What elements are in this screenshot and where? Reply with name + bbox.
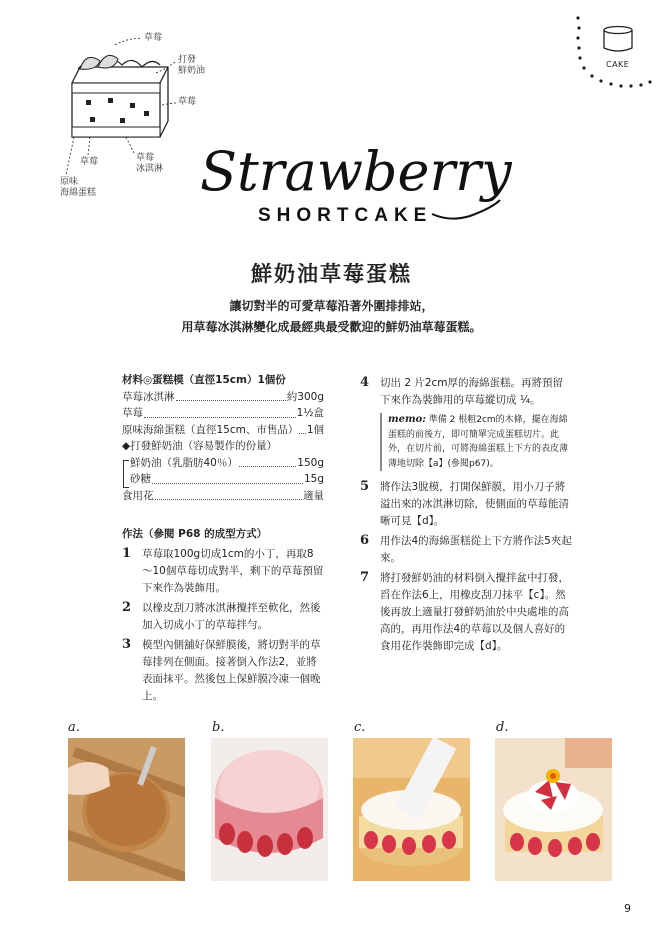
- cream-group: [122, 455, 324, 488]
- step-number: 3: [122, 636, 132, 652]
- bracket-line: [123, 460, 129, 488]
- step-item: [360, 375, 572, 409]
- step-number: 4: [360, 375, 370, 390]
- step-text: 將打發鮮奶油的材料倒入攪拌盆中打發，舀在作法6上，用橡皮刮刀抹平【c】。然後再放上適量打發鮮奶油於中央處堆的高高的，再用作法4的草莓以及個人喜好的食用花作裝飾即完成【d】。: [380, 572, 569, 652]
- title-sub: SHORTCAKE: [258, 205, 433, 226]
- cream-heading: ◆打發鮮奶油（容易製作的份量）: [122, 440, 278, 452]
- step-item: [122, 600, 324, 634]
- method-heading: 作法（參閱 P68 的成型方式）: [122, 528, 268, 540]
- left-column: [122, 372, 324, 705]
- photo-finished-cake: [495, 738, 612, 881]
- corner-badge: [570, 8, 658, 92]
- photo-ice-cream-mold: [211, 738, 328, 881]
- step-number: 1: [122, 545, 132, 561]
- photo-label-b: b.: [212, 720, 225, 735]
- ingredient-row: 食用花 適量: [122, 489, 324, 502]
- memo-box: [380, 413, 572, 471]
- step-text: 將作法3脫模，打開保鮮膜，用小刀子將溢出來的冰淇淋切除，使側面的草莓能清晰可見【d】。: [380, 481, 569, 527]
- intro-line-2: 用草莓冰淇淋變化成最經典最受歡迎的鮮奶油草莓蛋糕。: [181, 320, 482, 334]
- right-column: [360, 372, 572, 655]
- step-number: 7: [360, 570, 370, 585]
- step-item: [122, 546, 324, 597]
- step-item: [122, 637, 324, 705]
- ingredient-row: 草莓冰淇淋 約300g: [122, 390, 324, 403]
- step-item: [360, 570, 572, 655]
- ingredient-row: 砂糖 15g: [130, 473, 324, 485]
- step-text: 以橡皮刮刀將冰淇淋攪拌至軟化，然後加入切成小丁的草莓拌勻。: [142, 601, 321, 631]
- intro-text: [0, 296, 663, 338]
- memo-mark: memo:: [388, 414, 426, 425]
- step-number: 6: [360, 533, 370, 548]
- sketch-label-bottom-strawberry: 草莓: [80, 157, 99, 167]
- recipe-title: 鮮奶油草莓蛋糕: [251, 262, 412, 286]
- photo-label-d: d.: [496, 720, 509, 735]
- ingredient-row: 鮮奶油（乳脂肪40％） 150g: [130, 456, 324, 469]
- sketch-label-whipped-cream: 打發 鮮奶油: [178, 55, 206, 76]
- ingredient-row: 草莓 1½盒: [122, 407, 324, 419]
- intro-line-1: 讓切對半的可愛草莓沿著外圍排排站，: [229, 299, 434, 313]
- step-text: 草莓取100g切成1cm的小丁，再取8～10個草莓切成對半，剩下的草莓預留下來作為裝飾用。: [142, 547, 324, 594]
- step-number: 2: [122, 599, 132, 615]
- memo-text: 準備 2 根粗2cm的木條，擺在海綿蛋糕的前後方，即可簡單完成蛋糕切片。此外，在切片前，可將海綿蛋糕上下方的表皮薄薄地切除【a】(參閱p67)。: [388, 415, 569, 469]
- photo-slicing-sponge: [68, 738, 185, 881]
- step-text: 模型內側舖好保鮮膜後，將切對半的草莓排列在側面。接著倒入作法2，並將表面抹平。然後包上保鮮膜冷凍一個晚上。: [142, 638, 321, 702]
- photo-spreading-cream: [353, 738, 470, 881]
- step-text: 切出 2 片2cm厚的海綿蛋糕。再將預留下來作為裝飾用的草莓縱切成 ¼。: [380, 377, 564, 406]
- photo-label-a: a.: [68, 720, 80, 735]
- sketch-label-sponge: 原味 海綿蛋糕: [60, 177, 97, 198]
- step-item: [360, 533, 572, 567]
- title-flourish: [430, 196, 510, 226]
- ingredients-heading: 材料◎蛋糕模（直徑15cm）1個份: [122, 374, 286, 386]
- page-number: 9: [624, 902, 631, 915]
- sketch-label-side-strawberry: 草莓: [178, 97, 197, 107]
- sketch-label-ice-cream: 草莓 冰淇淋: [136, 153, 164, 174]
- step-text: 用作法4的海綿蛋糕從上下方將作法5夾起來。: [380, 535, 572, 564]
- cake-icon: [570, 8, 658, 92]
- cake-label: CAKE: [606, 60, 630, 69]
- step-item: [360, 479, 572, 530]
- photo-label-c: c.: [354, 720, 366, 735]
- sketch-label-top-strawberry: 草莓: [144, 33, 163, 43]
- step-number: 5: [360, 479, 370, 494]
- title-script: Strawberry: [200, 140, 512, 203]
- ingredient-row: 原味海綿蛋糕（直徑15cm、市售品） 1個: [122, 423, 324, 436]
